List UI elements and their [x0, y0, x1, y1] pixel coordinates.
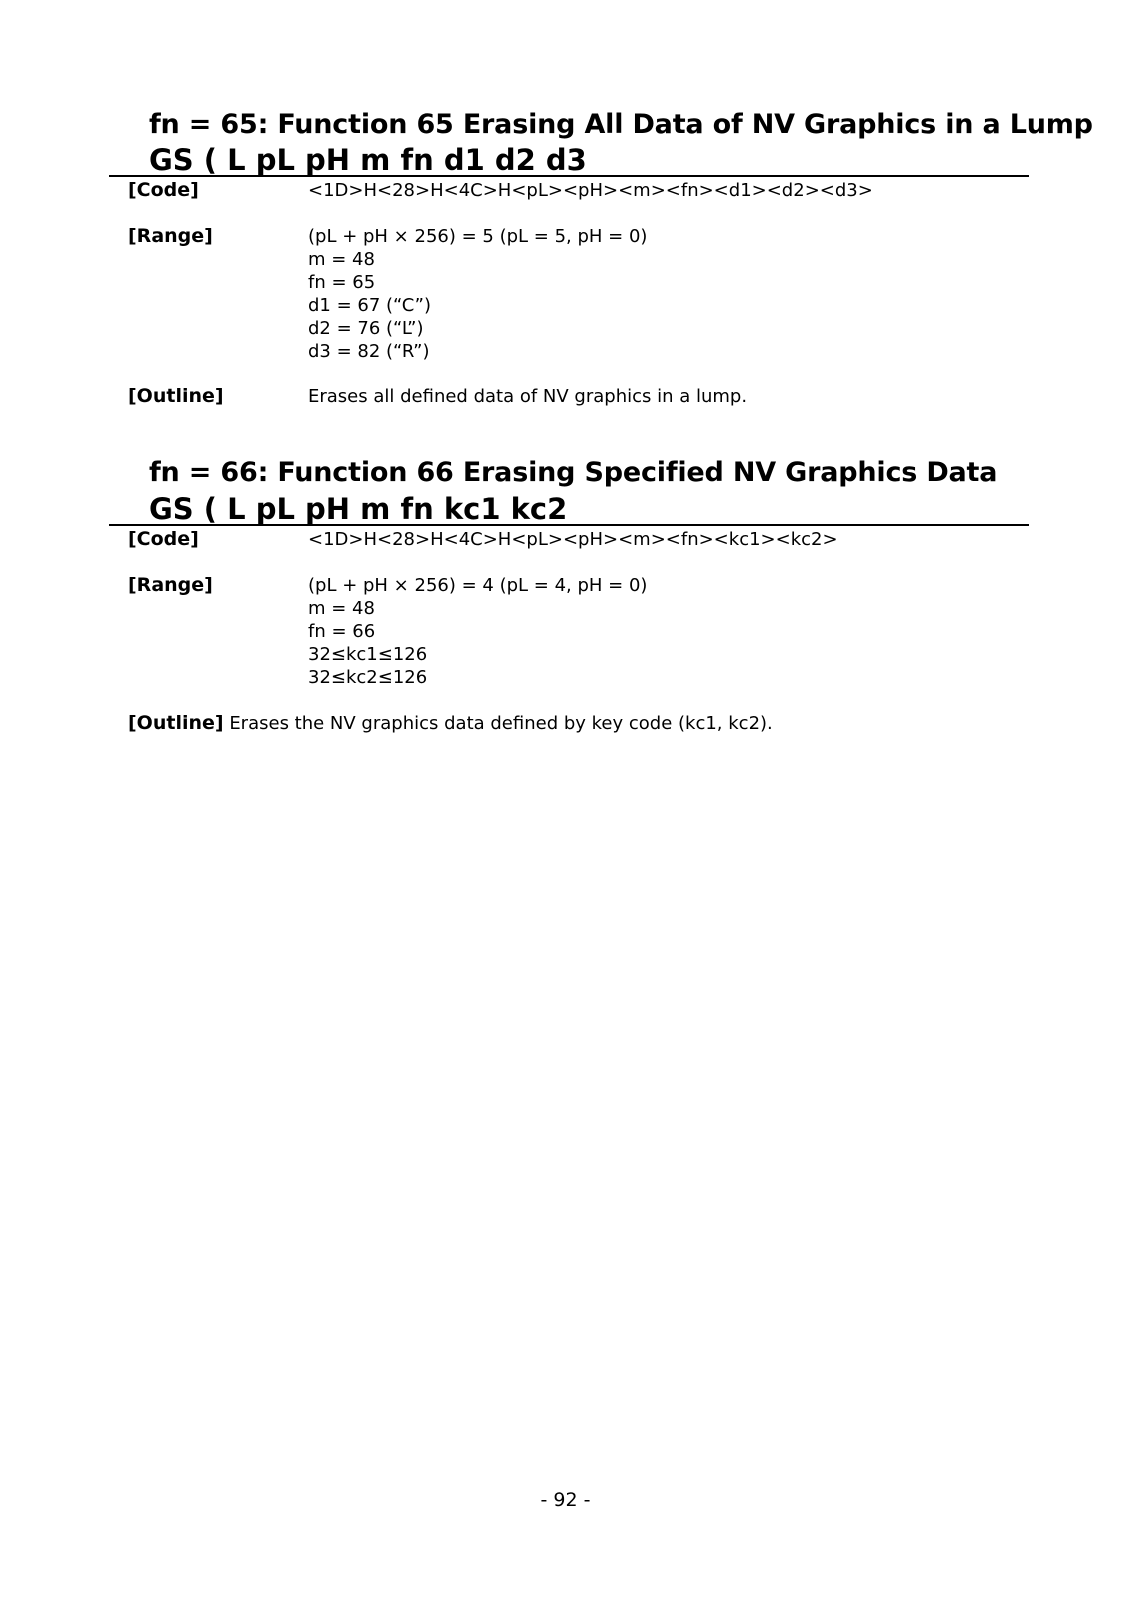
command-syntax: GS ( L pL pH m fn kc1 kc2	[149, 492, 568, 526]
outline-text: Erases the NV graphics data defined by key code (kc1, kc2).	[229, 713, 773, 734]
range-line: fn = 66	[308, 621, 376, 642]
range-line: (pL + pH × 256) = 5 (pL = 5, pH = 0)	[308, 226, 648, 247]
code-value: <1D>H<28>H<4C>H<pL><pH><m><fn><d1><d2><d3>	[308, 180, 873, 201]
outline-label: [Outline]	[128, 712, 224, 734]
page-number: - 92 -	[540, 1489, 591, 1511]
code-label: [Code]	[128, 179, 199, 201]
code-value: <1D>H<28>H<4C>H<pL><pH><m><fn><kc1><kc2>	[308, 529, 838, 550]
range-line: fn = 65	[308, 272, 376, 293]
range-line: m = 48	[308, 598, 375, 619]
range-line: 32≤kc2≤126	[308, 667, 428, 688]
range-line: 32≤kc1≤126	[308, 644, 428, 665]
outline-row	[128, 712, 773, 735]
code-label: [Code]	[128, 528, 199, 550]
outline-text: Erases all defined data of NV graphics in a lump.	[308, 386, 748, 407]
range-label: [Range]	[128, 225, 213, 247]
range-line: (pL + pH × 256) = 4 (pL = 4, pH = 0)	[308, 575, 648, 596]
heading-underline	[109, 524, 1029, 526]
range-line: d1 = 67 (“C”)	[308, 295, 431, 316]
range-line: d2 = 76 (“L”)	[308, 318, 424, 339]
range-list	[308, 574, 647, 689]
range-label: [Range]	[128, 574, 213, 596]
range-line: m = 48	[308, 249, 375, 270]
outline-label: [Outline]	[128, 385, 224, 407]
range-line: d3 = 82 (“R”)	[308, 341, 430, 362]
function-heading: fn = 66: Function 66 Erasing Specified NV Graphics Data	[149, 457, 998, 488]
command-syntax: GS ( L pL pH m fn d1 d2 d3	[149, 143, 587, 177]
section-fn-66	[0, 0, 1131, 760]
function-heading: fn = 65: Function 65 Erasing All Data of NV Graphics in a Lump	[149, 109, 1093, 140]
